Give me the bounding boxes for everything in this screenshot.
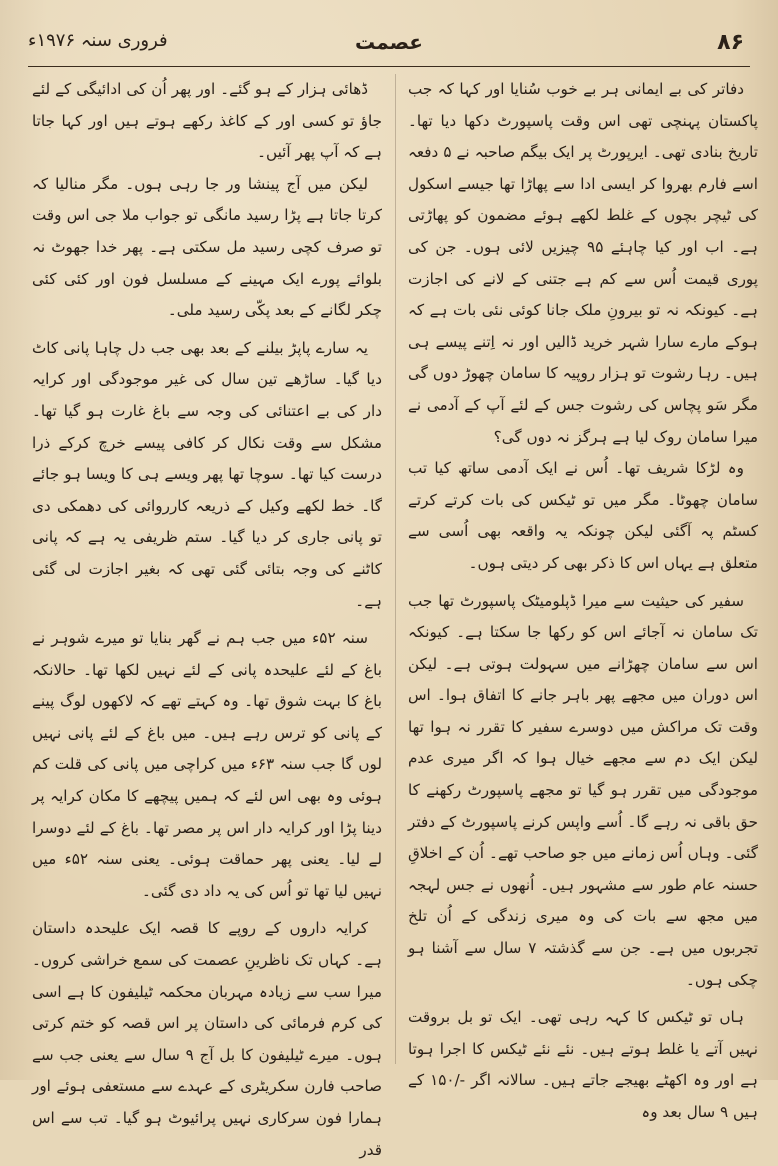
left-column — [32, 74, 382, 1159]
page-number: ۸۶ — [717, 30, 744, 55]
paragraph: یہ سارے پاپڑ بیلنے کے بعد بھی جب دل چاہا پانی کاٹ دیا گیا۔ ساڑھے تین سال کی غیر موجودگی اور کرایہ دار کی بے اعتنائی کی وجہ سے باغ غارت ہو گیا تھا۔ مشکل سے وقت نکال کر کافی پیسے خرچ کرکے ذرا درست کیا تھا۔ سوچا تھا پھر ویسے ہی کا ویسا ہو جائے گا۔ خط لکھے وکیل کے ذریعہ کارروائی کی دھمکی دی تو پانی جاری کر دیا گیا۔ ستم ظریفی یہ ہے کہ پانی کاٹنے کی وجہ بتائی گئی تھی کہ بغیر اجازت لی گئی ہے۔ — [32, 338, 382, 610]
paragraph: ہاں تو ٹیکس کا کہہ رہی تھی۔ ایک تو بل بروقت نہیں آتے یا غلط ہوتے ہیں۔ نئے نئے ٹیکس کا اجرا ہوتا ہے اور وہ اکھٹے بھیجے جاتے ہیں۔ سالانہ اگر -/۱۵۰ کے ہیں ۹ سال بعد وہ — [408, 1008, 758, 1121]
page-header — [28, 26, 750, 66]
paragraph: کرایہ داروں کے روپے کا قصہ ایک علیحدہ داستان ہے۔ کہاں تک ناظرینِ عصمت کی سمع خراشی کروں۔ میرا سب سے زیادہ مہربان محکمہ ٹیلیفون کا ہے اسی کی کرم فرمائی کی داستان پر اس قصہ کو ختم کرتی ہوں۔ میرے ٹیلیفون کا بل آج ۹ سال سے یعنی جب سے صاحب فارن سکریٹری کے عہدے سے مستعفی ہوئے اور ہمارا فون سرکاری نہیں پرائیوٹ ہو گیا۔ تب سے اس قدر — [32, 919, 382, 1159]
paragraph: وہ لڑکا شریف تھا۔ اُس نے ایک آدمی ساتھ کیا تب سامان چھوٹا۔ مگر میں تو ٹیکس کی بات کرتے کرتے کسٹم پہ آگئی لیکن چونکہ یہ واقعہ بھی اُسی سے متعلق ہے یہاں اس کا ذکر بھی کر دیتی ہوں۔ — [408, 459, 758, 572]
paragraph: ڈھائی ہزار کے ہو گئے۔ اور پھر اُن کی ادائیگی کے لئے جاؤ تو کسی اور کے کاغذ رکھے ہوتے ہیں اور کہا جاتا ہے کہ آپ پھر آئیں۔ — [32, 80, 382, 162]
right-column — [408, 74, 759, 1121]
paragraph: سفیر کی حیثیت سے میرا ڈپلومیٹک پاسپورٹ تھا جب تک سامان نہ آجائے اس کو رکھا جا سکتا ہے۔ کیونکہ اس سے سامان چھڑانے میں سہولت ہوتی ہے۔ لیکن اس دوران میں مجھے پھر باہر جانے کا اتفاق ہوا۔ اس وقت تک مراکش میں دوسرے سفیر کا تقرر نہ ہوا تھا لیکن ایک دم سے مجھے خیال ہوا کہ اگر میری عدم موجودگی میں تقرر ہو گیا تو مجھے پاسپورٹ رکھنے کا حق باقی نہ رہے گا۔ اُسے واپس کرنے پاسپورٹ کے دفتر گئی۔ وہاں اُس زمانے میں جو صاحب تھے۔ اُن کے اخلاقِ حسنہ عام طور سے مشہور ہیں۔ اُنھوں نے جس لہجہ میں مجھ سے بات کی وہ میری زندگی کے اُن تلخ تجربوں میں ہے۔ جن سے گذشتہ ۷ سال سے آشنا ہو چکی ہوں۔ — [408, 591, 759, 989]
paragraph: دفاتر کی بے ایمانی ہر بے خوب سُنایا اور کہا کہ جب پاکستان پہنچی تھی اس وقت پاسپورٹ دکھا دیا تھا۔ تاریخ بنادی تھی۔ ایرپورٹ پر ایک بیگم صاحبہ نے ۵ دفعہ اسے فارم بھروا کر ایسی ادا سے پھاڑا تھا جیسے اسکول کی ٹیچر بچوں کے غلط لکھے ہوئے مضمون کو پھاڑتی ہے۔ اب اور کیا چاہئے ۹۵ چیزیں لائی ہوں۔ جن کی پوری قیمت اُس سے کم ہے جتنی کے لانے کی اجازت ہے۔ کیونکہ نہ تو بیرونِ ملک جانا کوئی نئی بات ہے کہ ہوکے مارے سارا شہر خرید ڈالیں اور نہ اِتنے پیسے ہی ہیں۔ رہا رشوت تو ہزار روپیہ کا سامان چھوڑ دوں گی مگر سَو پچاس کی رشوت جس کے لئے آپ کے آدمی نے میرا سامان روک لیا ہے ہرگز نہ دوں گی؟ — [408, 80, 759, 446]
column-divider — [395, 74, 396, 1064]
paragraph: سنہ ۵۲ء میں جب ہم نے گھر بنایا تو میرے شوہر نے باغ کے لئے علیحدہ پانی کے لئے نہیں لکھا تھا۔ حالانکہ باغ کا بہت شوق تھا۔ وہ کہتے تھے کہ لاکھوں لوگ پینے کے پانی کو ترس رہے ہیں۔ میں باغ کے لئے پانی نہیں لوں گا جب سنہ ۶۳ء میں کراچی میں پانی کی قلت کم ہوئی وہ بھی اس لئے کہ ہمیں پیچھے کا مکان کرایہ پر دینا پڑا اور کرایہ دار اس پر مصر تھا۔ باغ کے لئے دوسرا لے لیا۔ یعنی پھر حماقت ہوئی۔ یعنی سنہ ۵۲ء میں نہیں لیا تھا تو اُس کی یہ داد دی گئی۔ — [32, 629, 382, 900]
magazine-title: عصمت — [355, 30, 423, 54]
issue-date: فروری سنہ ۱۹۷۶ء — [28, 30, 168, 51]
paragraph: لیکن میں آج پینشا ور جا رہی ہوں۔ مگر منالیا کہ کرتا جاتا ہے پڑا رسید مانگی تو جواب ملا جی اس وقت تو صرف کچی رسید مل سکتی ہے۔ پھر خدا جھوٹ نہ بلوائے پورے ایک مہینے کے مسلسل فون اور کئی کئی چکر لگانے کے بعد پکّی رسید ملی۔ — [32, 174, 382, 320]
header-rule — [28, 66, 750, 67]
